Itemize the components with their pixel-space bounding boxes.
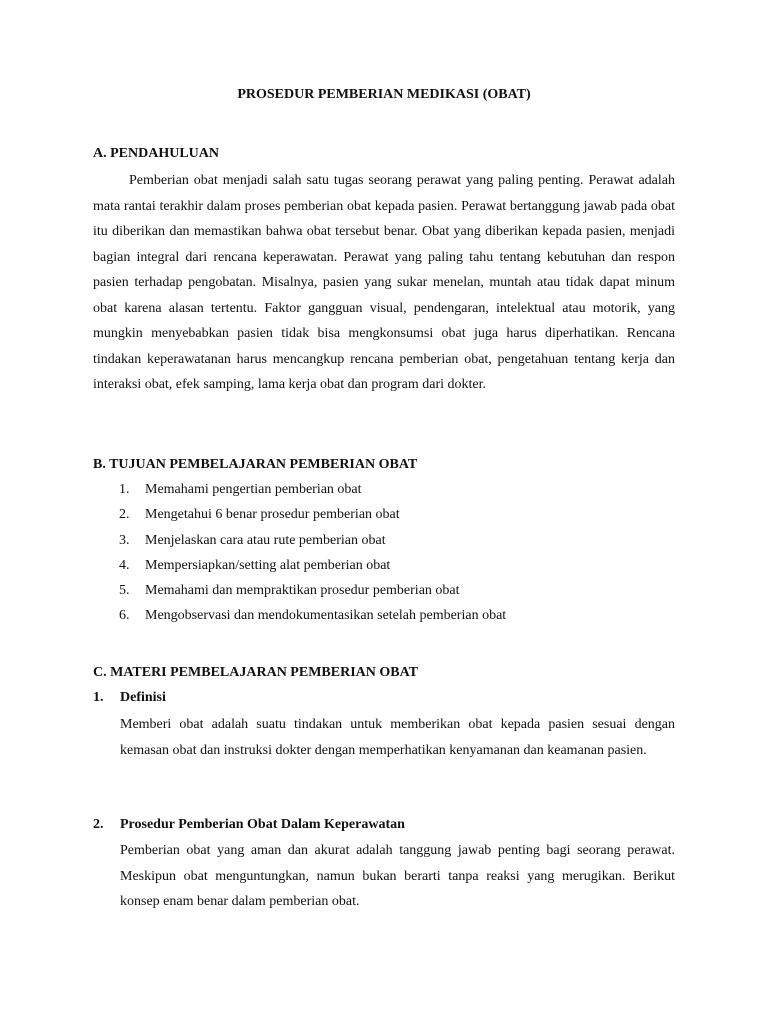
list-item xyxy=(119,477,506,502)
list-item xyxy=(119,603,506,628)
list-item-text: Memahami pengertian pemberian obat xyxy=(145,482,362,497)
section-a-heading: A. PENDAHULUAN xyxy=(93,146,219,161)
list-item-text: Mengetahui 6 benar prosedur pemberian obat xyxy=(145,507,400,523)
section-a-paragraph: Pemberian obat menjadi salah satu tugas seorang perawat yang paling penting. Perawat adalah mata rantai terakhir dalam proses pemberian obat kepada pasien. Perawat bertanggung jawab pada obat itu diberikan dan memastikan bahwa obat tersebut benar. Obat yang diberikan kepada pasien, menjadi bagian integral dari rencana keperawatan. Perawat yang paling tahu tentang kebutuhan dan respon pasien terhadap pengobatan. Misalnya, pasien yang sukar menelan, muntah atau tidak dapat minum obat karena alasan tertentu. Faktor gangguan visual, pendengaran, intelektual atau motorik, yang mungkin menyebabkan pasien tidak bisa mengkonsumsi obat juga harus diperhatikan. Rencana tindakan keperawatanan harus mencangkup rencana pemberian obat, pengetahuan tentang kerja dan interaksi obat, efek samping, lama kerja obat dan program dari dokter. xyxy=(93,173,675,392)
subsection-definisi-text: Memberi obat adalah suatu tindakan untuk memberikan obat kepada pasien sesuai dengan kemasan obat dan instruksi dokter dengan memperhatikan kenyamanan dan keamanan pasien. xyxy=(120,717,675,758)
subsection-prosedur-text: Pemberian obat yang aman dan akurat adalah tanggung jawab penting bagi seorang perawat. Meskipun obat menguntungkan, namun bukan berarti tanpa reaksi yang merugikan. Berikut konsep enam benar dalam pemberian obat. xyxy=(120,843,675,909)
list-item-text: Menjelaskan cara atau rute pemberian obat xyxy=(145,532,386,548)
subsection-definisi-heading xyxy=(93,690,166,706)
list-item-number: 3. xyxy=(119,532,130,548)
section-b-heading: B. TUJUAN PEMBELAJARAN PEMBERIAN OBAT xyxy=(93,457,418,472)
list-item-number: 1. xyxy=(119,482,130,497)
list-item-text: Memahami dan mempraktikan prosedur pemberian obat xyxy=(145,583,460,599)
list-item-number: 2. xyxy=(119,507,130,523)
list-item xyxy=(119,553,506,578)
document-title: PROSEDUR PEMBERIAN MEDIKASI (OBAT) xyxy=(237,87,531,102)
subsection-title: Prosedur Pemberian Obat Dalam Keperawatan xyxy=(120,817,405,832)
list-item xyxy=(119,502,506,527)
subsection-number: 2. xyxy=(93,817,104,832)
list-item xyxy=(119,578,506,603)
objectives-list xyxy=(119,477,506,629)
list-item xyxy=(119,528,506,553)
list-item-number: 5. xyxy=(119,583,130,599)
subsection-number: 1. xyxy=(93,690,104,705)
list-item-text: Mempersiapkan/setting alat pemberian obat xyxy=(145,557,391,573)
list-item-number: 6. xyxy=(119,608,130,624)
subsection-prosedur-heading xyxy=(93,817,405,833)
list-item-text: Mengobservasi dan mendokumentasikan setelah pemberian obat xyxy=(145,608,507,624)
section-c-heading: C. MATERI PEMBELAJARAN PEMBERIAN OBAT xyxy=(93,665,418,680)
list-item-number: 4. xyxy=(119,557,130,573)
subsection-title: Definisi xyxy=(120,690,166,705)
